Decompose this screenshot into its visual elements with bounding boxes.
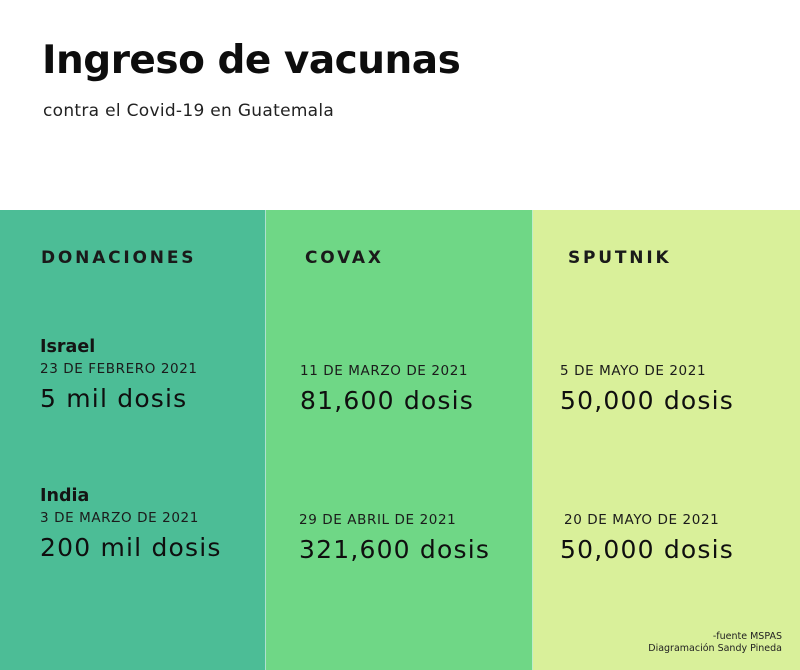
entry-doses: 50,000 dosis: [560, 535, 734, 564]
entry-india: [40, 485, 222, 564]
entry-doses: 81,600 dosis: [300, 386, 474, 415]
entry-country: India: [40, 486, 90, 506]
entry-date: 11 DE MARZO DE 2021: [300, 363, 469, 379]
entry-israel: [40, 336, 198, 415]
entry-date: 29 DE ABRIL DE 2021: [299, 512, 457, 528]
column-covax: [266, 210, 533, 670]
entry-doses: 200 mil dosis: [40, 533, 222, 562]
entry-covax-2: [299, 509, 490, 566]
page-title: Ingreso de vacunas: [42, 38, 461, 83]
entry-date: 5 DE MAYO DE 2021: [560, 363, 707, 379]
entry-date: 3 DE MARZO DE 2021: [40, 510, 199, 526]
column-header-covax: COVAX: [305, 248, 384, 268]
entry-date: 23 DE FEBRERO 2021: [40, 361, 198, 377]
entry-doses: 321,600 dosis: [299, 535, 491, 564]
entry-sputnik-1: [560, 360, 734, 417]
footer-credit: Diagramación Sandy Pineda: [648, 643, 782, 654]
footer-credits: [648, 631, 782, 655]
page-subtitle: contra el Covid-19 en Guatemala: [43, 101, 335, 121]
column-header-sputnik: SPUTNIK: [568, 248, 672, 268]
entry-date: 20 DE MAYO DE 2021: [564, 512, 720, 528]
column-donaciones: [0, 210, 266, 670]
column-sputnik: [533, 210, 800, 670]
entry-covax-1: [300, 360, 474, 417]
entry-doses: 50,000 dosis: [560, 386, 734, 415]
column-header-donaciones: DONACIONES: [41, 248, 197, 268]
entry-sputnik-2: [560, 509, 734, 566]
vaccine-columns: [0, 210, 800, 670]
footer-source: -fuente MSPAS: [712, 631, 782, 642]
entry-doses: 5 mil dosis: [40, 384, 188, 413]
entry-country: Israel: [40, 337, 96, 357]
